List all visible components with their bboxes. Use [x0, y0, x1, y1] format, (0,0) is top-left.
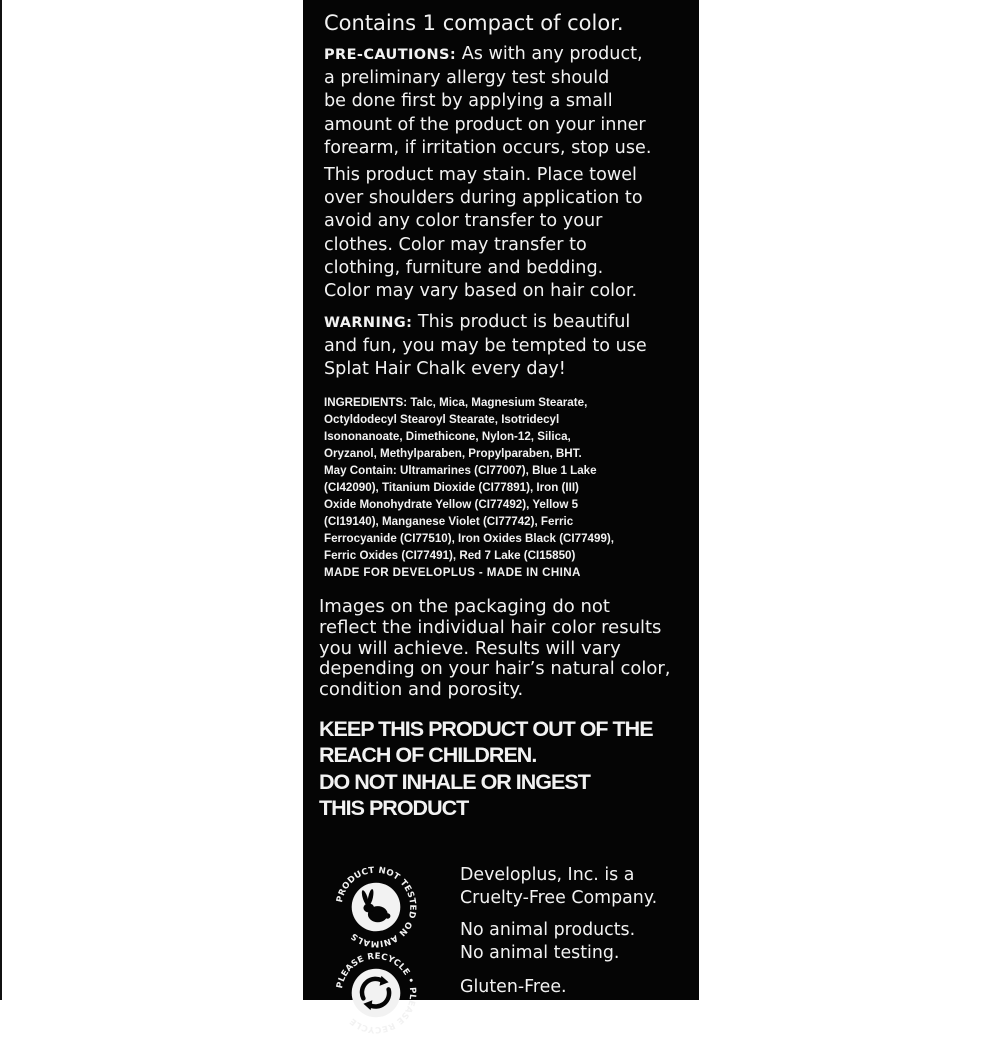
ingredients-line-8: (CI19140), Manganese Violet (CI77742), Ferric: [324, 515, 574, 528]
gluten-free-statement: Gluten-Free.: [460, 977, 567, 997]
warning-line-3: Splat Hair Chalk every day!: [324, 359, 566, 380]
stain-line-2: over shoulders during application to: [324, 188, 643, 209]
keep-line-2: REACH OF CHILDREN.: [319, 743, 537, 768]
animal-line-1: No animal products.: [460, 920, 636, 940]
warning-line-1: WARNING: This product is beautiful: [324, 312, 631, 332]
keep-line-3: DO NOT INHALE OR INGEST: [319, 769, 590, 794]
precautions-paragraph: [324, 43, 651, 160]
precautions-line-5: forearm, if irritation occurs, stop use.: [324, 137, 652, 158]
animal-line-2: No animal testing.: [460, 943, 620, 964]
precautions-lead: PRE-CAUTIONS:: [324, 47, 457, 63]
stain-line-3: avoid any color transfer to your: [324, 211, 603, 232]
ingredients-line-9: Ferrocyanide (CI77510), Iron Oxides Black (CI77499),: [324, 532, 614, 545]
precautions-line-3: be done first by applying a small: [324, 91, 613, 112]
cruelty-line-1: Developlus, Inc. is a: [460, 865, 635, 885]
warning-paragraph: [324, 311, 647, 382]
stain-paragraph: [324, 164, 643, 303]
images-line-5: condition and porosity.: [319, 679, 524, 701]
warning-lead: WARNING:: [324, 315, 413, 331]
ingredients-line-6: (CI42090), Titanium Dioxide (CI77891), Iron (III): [324, 481, 579, 494]
ingredients-list: [324, 394, 614, 581]
ingredients-line-1: INGREDIENTS: Talc, Mica, Magnesium Stearate,: [324, 396, 588, 409]
please-recycle-logo: [331, 948, 421, 1038]
images-disclaimer: [319, 597, 671, 701]
images-line-1: Images on the packaging do not: [319, 596, 610, 617]
ingredients-line-7: Oxide Monohydrate Yellow (CI77492), Yellow 5: [324, 498, 579, 511]
ingredients-line-4: Oryzanol, Methylparaben, Propylparaben, BHT.: [324, 447, 582, 460]
cruelty-line-2: Cruelty-Free Company.: [460, 888, 658, 909]
contents-statement: Contains 1 compact of color.: [324, 11, 624, 35]
precautions-line-2: a preliminary allergy test should: [324, 68, 610, 89]
images-line-4: depending on your hair’s natural color,: [319, 658, 671, 680]
keep-line-1: KEEP THIS PRODUCT OUT OF THE: [319, 717, 653, 741]
keep-line-4: THIS PRODUCT: [319, 795, 469, 820]
recycle-logo-text: PLEASE RECYCLE • PLEASE RECYCLE: [335, 951, 418, 1035]
stain-line-6: Color may vary based on hair color.: [324, 281, 638, 302]
images-line-2: reflect the individual hair color results: [319, 616, 662, 638]
not-tested-logo-text: PRODUCT NOT TESTED ON ANIMALS: [335, 865, 418, 949]
keep-out-of-reach-warning: [319, 716, 653, 821]
ingredients-line-5: May Contain: Ultramarines (CI77007), Blue 1 Lake: [324, 464, 597, 477]
made-in-statement: MADE FOR DEVELOPLUS - MADE IN CHINA: [324, 566, 581, 579]
precautions-line-1: PRE-CAUTIONS: As with any product,: [324, 44, 643, 64]
stain-line-5: clothing, furniture and bedding.: [324, 257, 604, 278]
not-tested-on-animals-logo: [331, 862, 421, 952]
images-line-3: you will achieve. Results will vary: [319, 637, 621, 659]
warning-line-2: and fun, you may be tempted to use: [324, 336, 647, 357]
ingredients-line-10: Ferric Oxides (CI77491), Red 7 Lake (CI15850): [324, 549, 576, 562]
ingredients-line-2: Octyldodecyl Stearoyl Stearate, Isotridecyl: [324, 413, 560, 426]
stain-line-4: clothes. Color may transfer to: [324, 234, 587, 255]
left-edge-line: [0, 0, 2, 1000]
animal-statement: [460, 919, 635, 965]
cruelty-free-statement: [460, 864, 657, 910]
stain-line-1: This product may stain. Place towel: [324, 165, 637, 185]
ingredients-line-3: Isononanoate, Dimethicone, Nylon-12, Silica,: [324, 430, 571, 443]
precautions-line-4: amount of the product on your inner: [324, 114, 646, 135]
package-label-panel: [303, 0, 699, 1035]
